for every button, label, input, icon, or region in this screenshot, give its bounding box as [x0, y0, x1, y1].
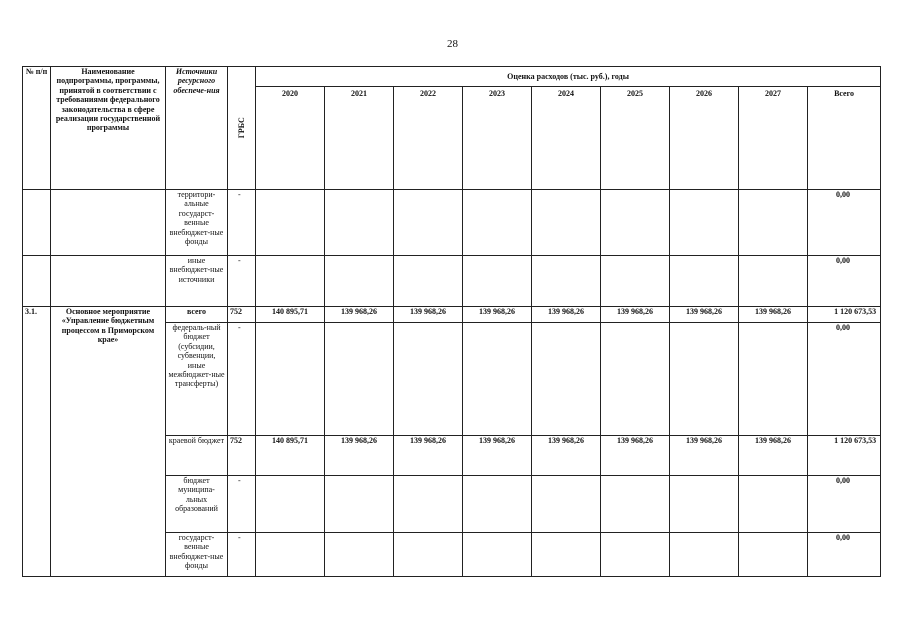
- row-value-2022: 139 968,26: [394, 307, 463, 323]
- table-row: [23, 307, 881, 323]
- row-value-2022: 139 968,26: [394, 436, 463, 476]
- row-value-2025: [601, 323, 670, 436]
- table-row: [23, 256, 881, 307]
- row-value-2024: [532, 190, 601, 256]
- row-value-2020: 140 895,71: [256, 436, 325, 476]
- row-value-2021: 139 968,26: [325, 436, 394, 476]
- row-value-2027: [739, 476, 808, 533]
- row-value-2022: [394, 256, 463, 307]
- row-value-2027: [739, 533, 808, 577]
- row-value-2025: [601, 533, 670, 577]
- row-value-2023: [463, 533, 532, 577]
- row-value-2021: [325, 476, 394, 533]
- row-value-2027: [739, 323, 808, 436]
- row-value-2024: [532, 256, 601, 307]
- header-year-2026: 2026: [670, 87, 739, 190]
- header-row-top: [23, 67, 881, 87]
- row-value-2026: [670, 190, 739, 256]
- row-grbs: 752: [228, 436, 256, 476]
- row-value-2023: [463, 256, 532, 307]
- header-name: Наименование подпрограммы, программы, принятой в соответствии с требованиями федерального законодательства в сфере реализации государственной программы: [51, 67, 166, 190]
- row-value-2026: [670, 256, 739, 307]
- row-value-2026: 139 968,26: [670, 436, 739, 476]
- row-value-2020: 140 895,71: [256, 307, 325, 323]
- table-row: [23, 190, 881, 256]
- row-grbs: -: [228, 256, 256, 307]
- row-value-2026: [670, 323, 739, 436]
- row-value-2023: [463, 190, 532, 256]
- header-num: № п/п: [23, 67, 51, 190]
- row-total: 0,00: [808, 190, 881, 256]
- page-number: 28: [447, 38, 458, 50]
- row-value-2023: [463, 323, 532, 436]
- header-year-2022: 2022: [394, 87, 463, 190]
- row-value-2027: [739, 190, 808, 256]
- row-grbs: -: [228, 533, 256, 577]
- row-value-2025: 139 968,26: [601, 307, 670, 323]
- row-name: [51, 190, 166, 256]
- row-value-2023: [463, 476, 532, 533]
- row-grbs: -: [228, 190, 256, 256]
- header-estimate: Оценка расходов (тыс. руб.), годы: [256, 67, 881, 87]
- row-value-2025: [601, 190, 670, 256]
- header-year-2021: 2021: [325, 87, 394, 190]
- header-year-2027: 2027: [739, 87, 808, 190]
- row-value-2022: [394, 533, 463, 577]
- row-value-2022: [394, 323, 463, 436]
- header-sources: Источники ресурсного обеспече-ния: [166, 67, 228, 190]
- row-value-2023: 139 968,26: [463, 307, 532, 323]
- row-total: 0,00: [808, 323, 881, 436]
- row-value-2026: [670, 476, 739, 533]
- row-source: федераль-ный бюджет (субсидии, субвенции, иные межбюджет-ные трансферты): [166, 323, 228, 436]
- row-value-2021: [325, 256, 394, 307]
- row-value-2023: 139 968,26: [463, 436, 532, 476]
- row-source: государст-венные внебюджет-ные фонды: [166, 533, 228, 577]
- row-total: 1 120 673,53: [808, 307, 881, 323]
- row-num: [23, 256, 51, 307]
- row-value-2024: [532, 476, 601, 533]
- row-value-2022: [394, 190, 463, 256]
- row-grbs: -: [228, 323, 256, 436]
- row-value-2026: [670, 533, 739, 577]
- row-value-2025: 139 968,26: [601, 436, 670, 476]
- row-value-2024: [532, 533, 601, 577]
- header-year-2020: 2020: [256, 87, 325, 190]
- row-source: территори-альные государст-венные внебюджет-ные фонды: [166, 190, 228, 256]
- row-value-2022: [394, 476, 463, 533]
- row-source: всего: [166, 307, 228, 323]
- row-value-2020: [256, 256, 325, 307]
- row-total: 0,00: [808, 256, 881, 307]
- row-value-2021: [325, 533, 394, 577]
- row-grbs: -: [228, 476, 256, 533]
- row-value-2025: [601, 256, 670, 307]
- row-value-2027: 139 968,26: [739, 436, 808, 476]
- row-total: 0,00: [808, 476, 881, 533]
- row-name: Основное мероприятие «Управление бюджетным процессом в Приморском крае»: [51, 307, 166, 577]
- header-year-2023: 2023: [463, 87, 532, 190]
- row-total: 0,00: [808, 533, 881, 577]
- row-name: [51, 256, 166, 307]
- row-value-2024: 139 968,26: [532, 436, 601, 476]
- row-source: иные внебюджет-ные источники: [166, 256, 228, 307]
- row-value-2024: [532, 323, 601, 436]
- header-year-2025: 2025: [601, 87, 670, 190]
- row-value-2020: [256, 533, 325, 577]
- budget-table: [22, 66, 881, 577]
- row-value-2020: [256, 323, 325, 436]
- row-source: краевой бюджет: [166, 436, 228, 476]
- row-grbs: 752: [228, 307, 256, 323]
- row-value-2026: 139 968,26: [670, 307, 739, 323]
- row-value-2021: 139 968,26: [325, 307, 394, 323]
- row-value-2021: [325, 323, 394, 436]
- row-num: [23, 190, 51, 256]
- row-total: 1 120 673,53: [808, 436, 881, 476]
- header-total: Всего: [808, 87, 881, 190]
- row-source: бюджет муниципа-льных образований: [166, 476, 228, 533]
- row-value-2027: [739, 256, 808, 307]
- row-value-2020: [256, 476, 325, 533]
- row-value-2025: [601, 476, 670, 533]
- row-value-2021: [325, 190, 394, 256]
- header-grbs: ГРБС: [228, 67, 256, 190]
- row-value-2020: [256, 190, 325, 256]
- row-value-2024: 139 968,26: [532, 307, 601, 323]
- header-year-2024: 2024: [532, 87, 601, 190]
- row-num: 3.1.: [23, 307, 51, 577]
- row-value-2027: 139 968,26: [739, 307, 808, 323]
